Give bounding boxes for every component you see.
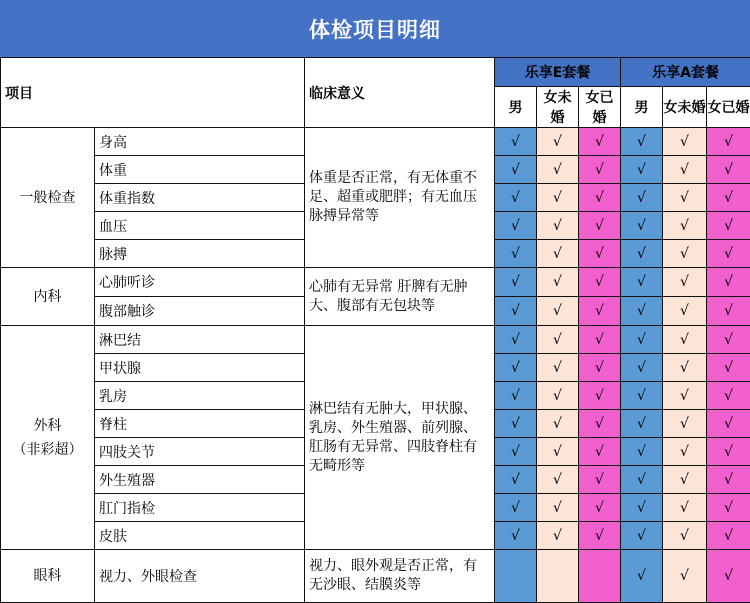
- check-cell: [663, 466, 707, 494]
- check-cell: [579, 240, 621, 268]
- check-mark-icon: √: [595, 332, 604, 348]
- check-mark-icon: √: [553, 528, 562, 544]
- check-mark-icon: √: [511, 388, 520, 404]
- check-mark-icon: √: [637, 134, 646, 150]
- check-cell: [621, 184, 663, 212]
- check-cell: [537, 268, 579, 297]
- check-mark-icon: √: [680, 246, 689, 262]
- exam-table-body: [1, 58, 750, 603]
- check-mark-icon: √: [595, 134, 604, 150]
- check-mark-icon: √: [595, 218, 604, 234]
- check-mark-icon: √: [680, 218, 689, 234]
- check-cell: [579, 297, 621, 326]
- check-mark-icon: √: [553, 472, 562, 488]
- check-cell: [621, 522, 663, 550]
- check-cell: [537, 184, 579, 212]
- check-cell: [495, 382, 537, 410]
- check-cell: [495, 268, 537, 297]
- check-mark-icon: √: [595, 303, 604, 319]
- check-cell: [663, 326, 707, 354]
- check-cell: [663, 297, 707, 326]
- check-mark-icon: √: [553, 332, 562, 348]
- check-mark-icon: √: [553, 416, 562, 432]
- check-cell: [621, 128, 663, 156]
- check-mark-icon: √: [724, 568, 733, 584]
- check-mark-icon: √: [724, 444, 733, 460]
- header-row-packages: [1, 58, 750, 87]
- check-mark-icon: √: [637, 332, 646, 348]
- check-mark-icon: √: [637, 568, 646, 584]
- check-mark-icon: √: [553, 388, 562, 404]
- item-name: 四肢关节: [95, 438, 305, 466]
- item-name: 腹部触诊: [95, 297, 305, 326]
- check-cell: [621, 466, 663, 494]
- subheader-female-married: 女已婚: [579, 87, 621, 128]
- check-mark-icon: √: [511, 274, 520, 290]
- check-cell: [621, 297, 663, 326]
- item-name: 心肺听诊: [95, 268, 305, 297]
- check-mark-icon: √: [724, 416, 733, 432]
- check-mark-icon: √: [680, 162, 689, 178]
- item-name: 外生殖器: [95, 466, 305, 494]
- check-cell: [621, 268, 663, 297]
- check-cell: [537, 240, 579, 268]
- page-title: 体检项目明细: [0, 0, 750, 57]
- subheader-male: 男: [495, 87, 537, 128]
- check-mark-icon: √: [637, 528, 646, 544]
- check-mark-icon: √: [724, 134, 733, 150]
- check-cell: [621, 212, 663, 240]
- subheader-female-married: 女已婚: [707, 87, 750, 128]
- check-mark-icon: √: [724, 246, 733, 262]
- check-mark-icon: √: [511, 134, 520, 150]
- check-mark-icon: √: [637, 388, 646, 404]
- category-label: 内科: [34, 289, 62, 305]
- check-mark-icon: √: [511, 472, 520, 488]
- check-cell: [707, 326, 750, 354]
- check-mark-icon: √: [595, 274, 604, 290]
- check-mark-icon: √: [680, 444, 689, 460]
- check-cell: [707, 128, 750, 156]
- check-mark-icon: √: [637, 246, 646, 262]
- item-name: 体重: [95, 156, 305, 184]
- check-mark-icon: √: [724, 500, 733, 516]
- check-mark-icon: √: [553, 218, 562, 234]
- check-cell: [707, 494, 750, 522]
- check-cell: [495, 240, 537, 268]
- table-row: [1, 268, 750, 297]
- check-mark-icon: √: [553, 162, 562, 178]
- check-mark-icon: √: [724, 218, 733, 234]
- check-cell: [579, 268, 621, 297]
- check-mark-icon: √: [680, 568, 689, 584]
- check-mark-icon: √: [511, 416, 520, 432]
- item-name: 脊柱: [95, 410, 305, 438]
- package-e-header: 乐享E套餐: [495, 58, 621, 87]
- check-cell: [495, 466, 537, 494]
- check-mark-icon: √: [637, 444, 646, 460]
- check-mark-icon: √: [553, 134, 562, 150]
- category-label: 眼科: [34, 568, 62, 584]
- item-name: 身高: [95, 128, 305, 156]
- check-mark-icon: √: [680, 332, 689, 348]
- check-mark-icon: √: [680, 528, 689, 544]
- check-mark-icon: √: [637, 190, 646, 206]
- check-mark-icon: √: [680, 303, 689, 319]
- check-mark-icon: √: [511, 303, 520, 319]
- check-cell: [621, 410, 663, 438]
- check-cell: [621, 240, 663, 268]
- check-cell: [495, 128, 537, 156]
- check-mark-icon: √: [680, 472, 689, 488]
- check-cell: [537, 297, 579, 326]
- table-row: [1, 128, 750, 156]
- check-cell: [495, 297, 537, 326]
- item-name: 甲状腺: [95, 354, 305, 382]
- meaning-column-header: 临床意义: [305, 58, 495, 128]
- check-cell: [537, 410, 579, 438]
- check-cell: [663, 240, 707, 268]
- check-cell: [579, 326, 621, 354]
- check-cell: [663, 184, 707, 212]
- check-cell: [707, 156, 750, 184]
- category-cell: [1, 128, 95, 268]
- item-name: 血压: [95, 212, 305, 240]
- check-cell: [579, 354, 621, 382]
- check-mark-icon: √: [724, 360, 733, 376]
- check-cell: [537, 156, 579, 184]
- check-cell: [579, 410, 621, 438]
- clinical-meaning: 心肺有无异常 肝脾有无肿大、腹部有无包块等: [305, 268, 495, 326]
- category-label: 外科: [34, 418, 62, 434]
- check-mark-icon: √: [553, 360, 562, 376]
- item-column-header: 项目: [1, 58, 305, 128]
- category-cell: [1, 268, 95, 326]
- check-cell: [579, 184, 621, 212]
- check-cell: [537, 494, 579, 522]
- check-mark-icon: √: [511, 218, 520, 234]
- check-cell: [537, 128, 579, 156]
- check-cell: [537, 326, 579, 354]
- check-mark-icon: √: [680, 274, 689, 290]
- check-cell: [621, 326, 663, 354]
- check-cell: [663, 156, 707, 184]
- check-cell: [663, 128, 707, 156]
- package-a-header: 乐享A套餐: [621, 58, 750, 87]
- check-mark-icon: √: [724, 388, 733, 404]
- check-mark-icon: √: [724, 332, 733, 348]
- check-mark-icon: √: [511, 162, 520, 178]
- check-mark-icon: √: [637, 360, 646, 376]
- check-mark-icon: √: [553, 444, 562, 460]
- check-mark-icon: √: [595, 500, 604, 516]
- check-cell: [537, 382, 579, 410]
- check-cell: [579, 156, 621, 184]
- check-mark-icon: √: [511, 246, 520, 262]
- check-mark-icon: √: [637, 274, 646, 290]
- check-cell: [579, 522, 621, 550]
- check-cell: [707, 240, 750, 268]
- check-cell: [663, 438, 707, 466]
- check-cell: [579, 212, 621, 240]
- check-mark-icon: √: [511, 190, 520, 206]
- check-cell: [707, 184, 750, 212]
- check-mark-icon: √: [595, 162, 604, 178]
- check-cell: [663, 522, 707, 550]
- check-cell: [707, 466, 750, 494]
- check-mark-icon: √: [553, 500, 562, 516]
- check-cell: [495, 354, 537, 382]
- check-cell: [495, 410, 537, 438]
- check-cell: [537, 212, 579, 240]
- check-cell: [707, 438, 750, 466]
- check-cell: [707, 522, 750, 550]
- check-mark-icon: √: [595, 528, 604, 544]
- item-name: 肛门指检: [95, 494, 305, 522]
- check-cell: [579, 438, 621, 466]
- check-mark-icon: √: [595, 360, 604, 376]
- clinical-meaning: 体重是否正常，有无体重不足、超重或肥胖；有无血压脉搏异常等: [305, 128, 495, 268]
- check-cell: [707, 268, 750, 297]
- check-mark-icon: √: [595, 388, 604, 404]
- check-mark-icon: √: [595, 472, 604, 488]
- check-mark-icon: √: [680, 360, 689, 376]
- check-mark-icon: √: [595, 444, 604, 460]
- check-cell: [707, 297, 750, 326]
- check-mark-icon: √: [724, 162, 733, 178]
- category-label: （非彩超）: [13, 442, 83, 458]
- check-mark-icon: √: [637, 472, 646, 488]
- check-cell: [663, 410, 707, 438]
- clinical-meaning: 视力、眼外观是否正常，有无沙眼、结膜炎等: [305, 550, 495, 603]
- check-cell: [495, 522, 537, 550]
- check-mark-icon: √: [724, 303, 733, 319]
- check-cell: [707, 382, 750, 410]
- check-mark-icon: √: [553, 274, 562, 290]
- check-cell: [707, 212, 750, 240]
- category-cell: [1, 326, 95, 550]
- check-mark-icon: √: [553, 303, 562, 319]
- item-name: 体重指数: [95, 184, 305, 212]
- item-name: 乳房: [95, 382, 305, 410]
- check-mark-icon: √: [680, 190, 689, 206]
- item-name: 淋巴结: [95, 326, 305, 354]
- check-mark-icon: √: [724, 190, 733, 206]
- check-cell: [579, 494, 621, 522]
- table-row: [1, 326, 750, 354]
- check-cell: [537, 466, 579, 494]
- check-cell: [663, 212, 707, 240]
- check-mark-icon: √: [637, 218, 646, 234]
- check-mark-icon: √: [511, 360, 520, 376]
- check-mark-icon: √: [680, 416, 689, 432]
- check-mark-icon: √: [680, 500, 689, 516]
- check-cell: [537, 354, 579, 382]
- check-cell: [537, 522, 579, 550]
- check-cell: [621, 382, 663, 410]
- check-mark-icon: √: [553, 190, 562, 206]
- check-mark-icon: √: [595, 246, 604, 262]
- item-name: 视力、外眼检查: [95, 550, 305, 603]
- check-mark-icon: √: [680, 388, 689, 404]
- check-mark-icon: √: [637, 162, 646, 178]
- check-cell: [707, 354, 750, 382]
- exam-table: [0, 57, 750, 603]
- check-mark-icon: √: [637, 303, 646, 319]
- check-mark-icon: √: [724, 274, 733, 290]
- check-cell: [495, 156, 537, 184]
- check-cell: [495, 438, 537, 466]
- check-cell: [707, 410, 750, 438]
- check-mark-icon: √: [553, 246, 562, 262]
- check-mark-icon: √: [511, 332, 520, 348]
- check-cell: [663, 268, 707, 297]
- check-mark-icon: √: [637, 500, 646, 516]
- check-mark-icon: √: [511, 528, 520, 544]
- check-cell: [495, 326, 537, 354]
- check-cell: [621, 354, 663, 382]
- check-cell: [663, 354, 707, 382]
- check-cell: [621, 438, 663, 466]
- subheader-female-unmarried: 女未婚: [663, 87, 707, 128]
- check-cell: [537, 438, 579, 466]
- check-cell: [579, 466, 621, 494]
- check-cell: [495, 212, 537, 240]
- check-cell: [495, 184, 537, 212]
- item-name: 脉搏: [95, 240, 305, 268]
- category-label: 一般检查: [20, 190, 76, 206]
- clinical-meaning: 淋巴结有无肿大，甲状腺、乳房、外生殖器、前列腺、肛肠有无异常、四肢脊柱有无畸形等: [305, 326, 495, 550]
- check-cell: [579, 128, 621, 156]
- check-mark-icon: √: [724, 528, 733, 544]
- subheader-male: 男: [621, 87, 663, 128]
- check-cell: [579, 382, 621, 410]
- check-cell: [621, 156, 663, 184]
- check-cell: [621, 494, 663, 522]
- check-mark-icon: √: [680, 134, 689, 150]
- check-mark-icon: √: [724, 472, 733, 488]
- item-name: 皮肤: [95, 522, 305, 550]
- check-mark-icon: √: [637, 416, 646, 432]
- check-mark-icon: √: [595, 190, 604, 206]
- check-mark-icon: √: [511, 444, 520, 460]
- subheader-female-unmarried: 女未婚: [537, 87, 579, 128]
- check-mark-icon: √: [595, 416, 604, 432]
- check-cell: [663, 494, 707, 522]
- check-cell: [495, 494, 537, 522]
- check-mark-icon: √: [511, 500, 520, 516]
- check-cell: [663, 382, 707, 410]
